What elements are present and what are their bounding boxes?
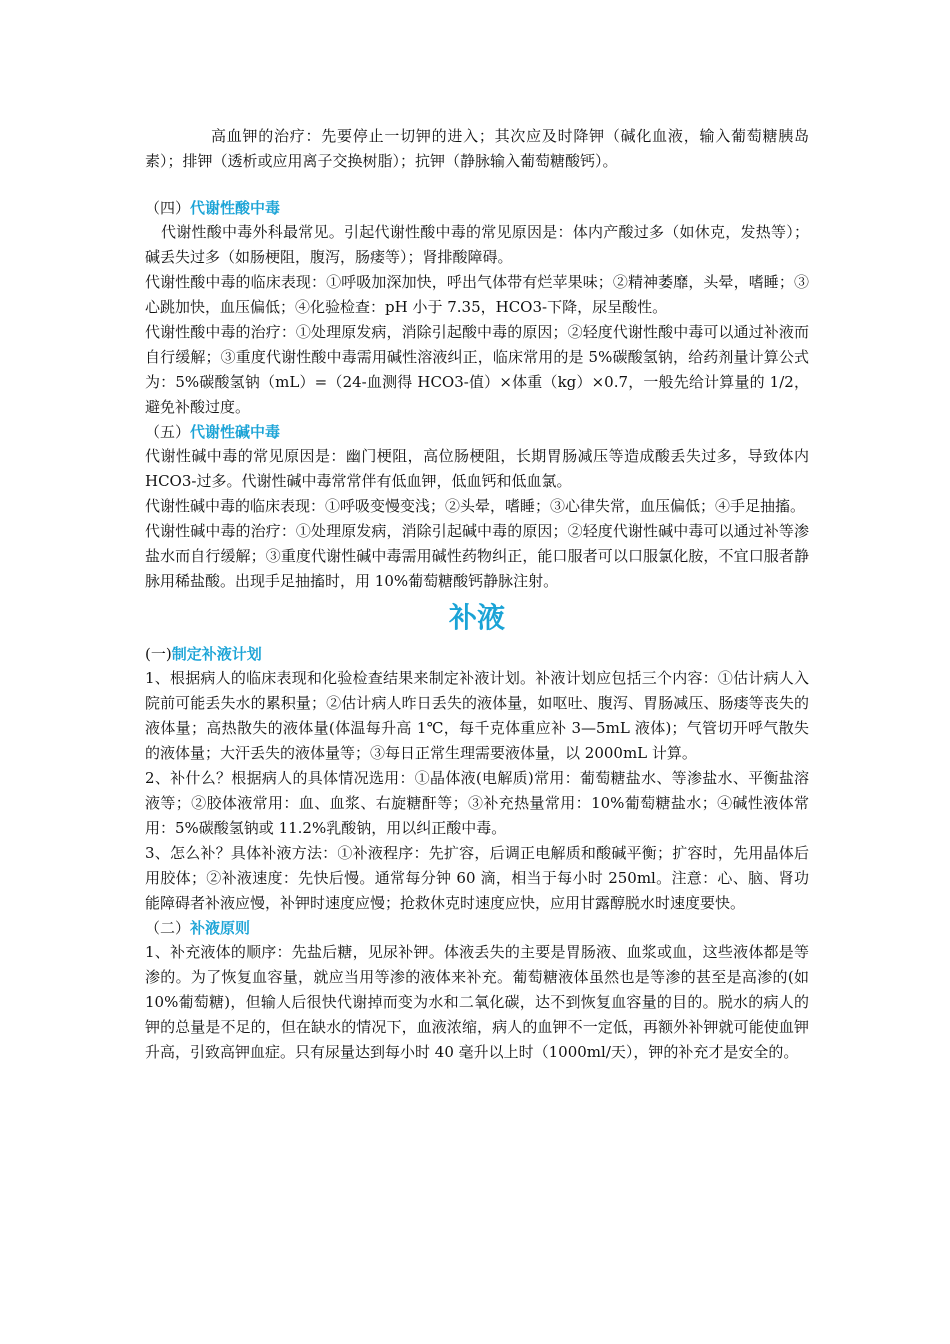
- acidosis-symptoms-paragraph: 代谢性酸中毒的临床表现：①呼吸加深加快，呼出气体带有烂苹果味；②精神萎靡，头晕，嗜睡；③心跳加快，血压偏低；④化验检查：pH 小于 7.35，HCO3-下降，尿呈酸性。: [145, 273, 809, 316]
- principles-item-1-paragraph: 1、补充液体的顺序：先盐后糖，见尿补钾。体液丢失的主要是胃肠液、血浆或血，这些液体都是等渗的。为了恢复血容量，就应当用等渗的液体来补充。葡萄糖液体虽然也是等渗的甚至是高渗的(如 10%葡萄糖)，但输人后很快代谢掉而变为水和二氧化碳，达不到恢复血容量的目的。脱水的病人的钾的总量是不足的，但在缺水的情况下，血液浓缩，病人的血钾不一定低，再额外补钾就可能使血钾升高，引致高钾血症。只有尿量达到每小时 40 毫升以上时（1000ml/天），钾的补充才是安全的。: [145, 943, 809, 1061]
- section-heading-alkalosis: [145, 420, 809, 444]
- section-title: 代谢性碱中毒: [190, 423, 281, 441]
- acidosis-treatment-paragraph: 代谢性酸中毒的治疗：①处理原发病，消除引起酸中毒的原因；②轻度代谢性酸中毒可以通过补液而自行缓解；③重度代谢性酸中毒需用碱性溶液纠正，临床常用的是 5%碳酸氢钠，给药剂量计算公式为：5%碳酸氢钠（mL）=（24-血测得 HCO3-值）×体重（kg）×0.7，一般先给计算量的 1/2，避免补酸过度。: [145, 323, 809, 416]
- section-heading-plan: [145, 642, 809, 666]
- plan-item-1-paragraph: 1、根据病人的临床表现和化验检查结果来制定补液计划。补液计划应包括三个内容：①估计病人入院前可能丢失水的累积量；②估计病人昨日丢失的液体量，如呕吐、腹泻、胃肠减压、肠瘘等丧失的液体量；高热散失的液体量(体温每升高 1℃，每千克体重应补 3—5mL 液体)；气管切开呼气散失的液体量；大汗丢失的液体量等；③每日正常生理需要液体量，以 2000mL 计算。: [145, 669, 809, 762]
- section-prefix: （五）: [145, 423, 191, 441]
- alkalosis-causes-paragraph: 代谢性碱中毒的常见原因是：幽门梗阻，高位肠梗阻，长期胃肠减压等造成酸丢失过多，导致体内 HCO3-过多。代谢性碱中毒常常伴有低血钾，低血钙和低血氯。: [145, 447, 809, 490]
- section-heading-acidosis: [145, 196, 809, 220]
- acidosis-causes-paragraph: 代谢性酸中毒外科最常见。引起代谢性酸中毒的常见原因是：体内产酸过多（如休克，发热等）；碱丢失过多（如肠梗阻，腹泻，肠瘘等）；肾排酸障碍。: [145, 223, 809, 266]
- plan-item-3-paragraph: 3、怎么补？具体补液方法：①补液程序：先扩容，后调正电解质和酸碱平衡；扩容时，先用晶体后用胶体；②补液速度：先快后慢。通常每分钟 60 滴，相当于每小时 250ml。注意：心、脑、肾功能障碍者补液应慢，补钾时速度应慢；抢救休克时速度应快，应用甘露醇脱水时速度要快。: [145, 844, 809, 912]
- section-title: 代谢性酸中毒: [190, 199, 281, 217]
- section-title: 补液原则: [190, 919, 251, 937]
- section-title: 制定补液计划: [171, 645, 262, 663]
- section-prefix: （二）: [145, 919, 191, 937]
- hyperkalemia-treatment-paragraph: 高血钾的治疗：先要停止一切钾的进入；其次应及时降钾（碱化血液，输入葡萄糖胰岛素）；排钾（透析或应用离子交换树脂）；抗钾（静脉输入葡萄糖酸钙）。: [145, 127, 809, 170]
- document-page: [145, 124, 809, 1065]
- alkalosis-treatment-paragraph: 代谢性碱中毒的治疗：①处理原发病，消除引起碱中毒的原因；②轻度代谢性碱中毒可以通过补等渗盐水而自行缓解；③重度代谢性碱中毒需用碱性药物纠正，能口服者可以口服氯化胺，不宜口服者静脉用稀盐酸。出现手足抽搐时，用 10%葡萄糖酸钙静脉注射。: [145, 522, 809, 590]
- section-heading-principles: [145, 916, 809, 940]
- section-prefix: (一): [145, 645, 172, 663]
- plan-item-2-paragraph: 2、补什么？根据病人的具体情况选用：①晶体液(电解质)常用：葡萄糖盐水、等渗盐水、平衡盐溶液等；②胶体液常用：血、血浆、右旋糖酐等；③补充热量常用：10%葡萄糖盐水；④碱性液体常用：5%碳酸氢钠或 11.2%乳酸钠，用以纠正酸中毒。: [145, 769, 809, 837]
- alkalosis-symptoms-paragraph: 代谢性碱中毒的临床表现：①呼吸变慢变浅；②头晕，嗜睡；③心律失常，血压偏低；④手足抽搐。: [145, 497, 806, 515]
- main-title: 补液: [448, 601, 505, 634]
- spacer: [145, 174, 809, 196]
- section-prefix: （四）: [145, 199, 191, 217]
